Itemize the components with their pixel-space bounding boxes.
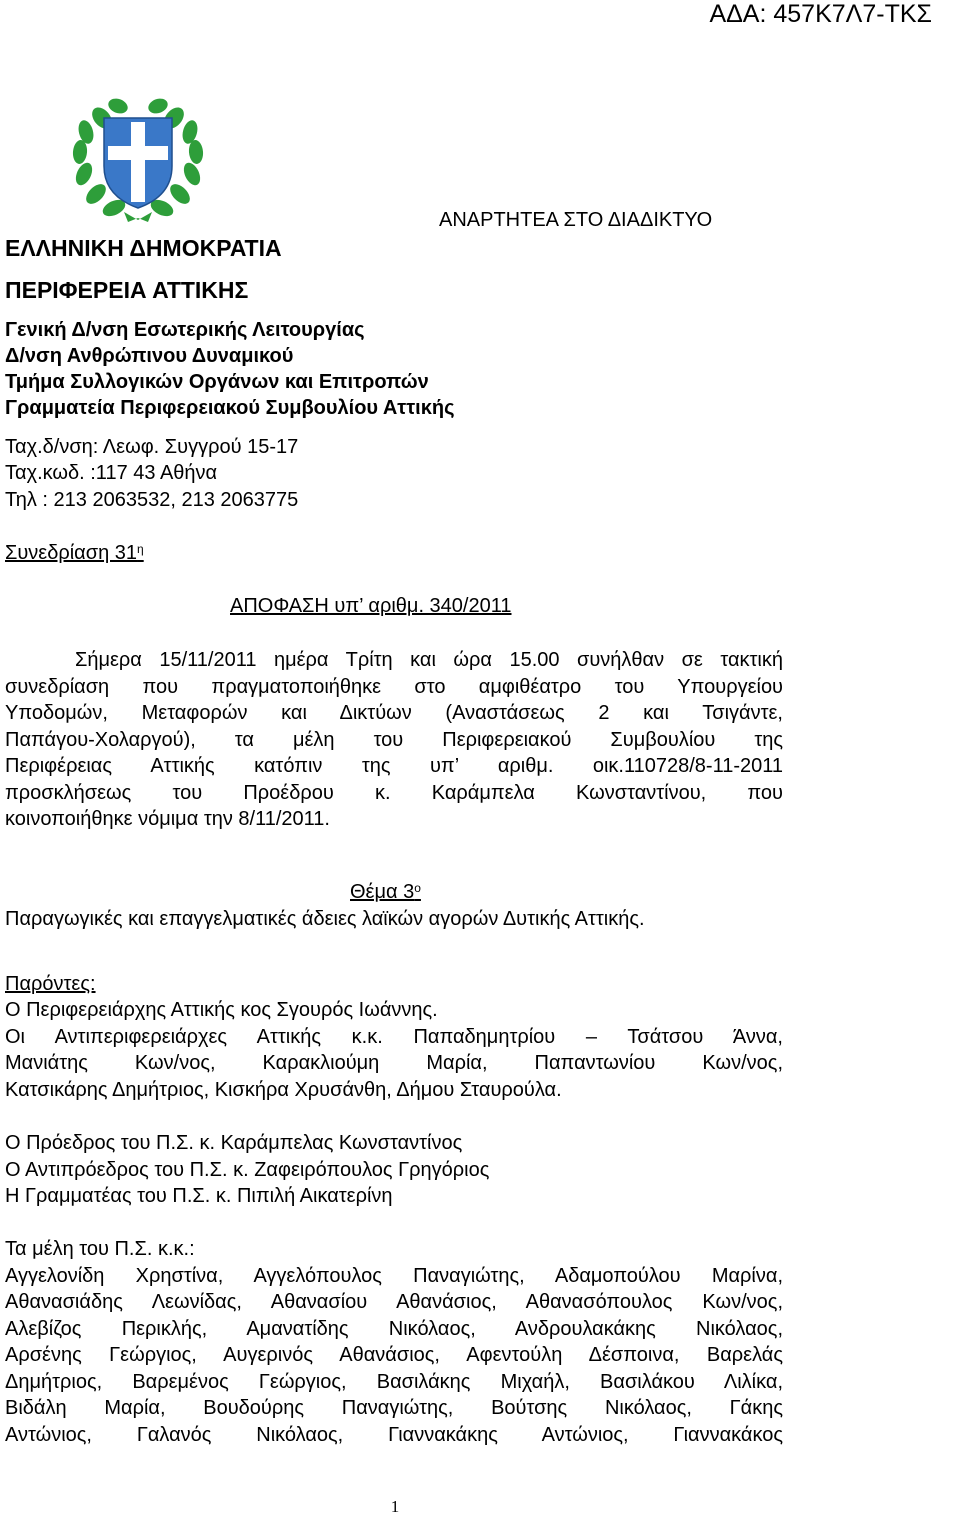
dept-hr-directorate: Δ/νση Ανθρώπινου Δυναμικού bbox=[5, 345, 294, 367]
intro-line: συνεδρίαση που πραγματοποιήθηκε στο αμφιθέατρο του Υπουργείου bbox=[5, 675, 783, 698]
intro-line: κοινοποιήθηκε νόμιμα την 8/11/2011. bbox=[5, 808, 330, 830]
ada-code: ΑΔΑ: 457Κ7Λ7-ΤΚΣ bbox=[709, 0, 932, 28]
deputy-line: Οι Αντιπεριφερειάρχες Αττικής κ.κ. Παπαδημητρίου – Τσάτσου Άννα, bbox=[5, 1025, 783, 1048]
intro-line: προσκλήσεως του Προέδρου κ. Καράμπελα Κωνσταντίνου, που bbox=[5, 781, 783, 804]
member-line: Αλεβίζος Περικλής, Αμανατίδης Νικόλαος, Ανδρουλακάκης Νικόλαος, bbox=[5, 1317, 783, 1340]
officers-list bbox=[5, 1130, 783, 1210]
officer-president: Ο Πρόεδρος του Π.Σ. κ. Καράμπελας Κωνσταντίνος bbox=[5, 1132, 463, 1154]
dept-collective-bodies: Τμήμα Συλλογικών Οργάνων και Επιτροπών bbox=[5, 371, 429, 393]
topic-number: Θέμα $3^o$ bbox=[350, 881, 421, 903]
dept-general-directorate: Γενική Δ/νση Εσωτερικής Λειτουργίας bbox=[5, 319, 365, 341]
present-list bbox=[5, 997, 783, 1103]
member-line: Αρσένης Γεώργιος, Αυγερινός Αθανάσιος, Αφεντούλη Δέσποινα, Βαρελάς bbox=[5, 1344, 783, 1366]
member-line: Αθανασιάδης Λεωνίδας, Αθανασίου Αθανάσιος, Αθανασόπουλος Κων/νος, bbox=[5, 1291, 783, 1313]
intro-line: Περιφέρειας Αττικής κατόπιν της υπ’ αριθμ. οικ.110728/8-11-2011 bbox=[5, 755, 783, 777]
present-label: Παρόντες: bbox=[5, 973, 96, 995]
intro-paragraph bbox=[5, 647, 783, 833]
session-number: Συνεδρίαση $31^\eta$ bbox=[5, 542, 144, 564]
members-list bbox=[5, 1236, 783, 1448]
page-number: 1 bbox=[390, 1497, 400, 1516]
member-line: Αντώνιος, Γαλανός Νικόλαος, Γιαννακάκης Αντώνιος, Γιαννακάκος bbox=[5, 1423, 783, 1446]
members-label: Τα μέλη του Π.Σ. κ.κ.: bbox=[5, 1238, 195, 1260]
deputy-line: Μανιάτης Κων/νος, Καρακλιούμη Μαρία, Παπαντωνίου Κων/νος, bbox=[5, 1052, 783, 1074]
member-line: Αγγελονίδη Χρηστίνα, Αγγελόπουλος Παναγιώτης, Αδαμοπούλου Μαρίνα, bbox=[5, 1264, 783, 1287]
dept-secretariat: Γραμματεία Περιφερειακού Συμβουλίου Αττικής bbox=[5, 397, 455, 419]
coat-of-arms-emblem bbox=[72, 96, 204, 224]
officer-secretary: Η Γραμματέας του Π.Σ. κ. Πιπιλή Αικατερίνη bbox=[5, 1185, 393, 1207]
phone-numbers: Τηλ : 213 2063532, 213 2063775 bbox=[5, 489, 299, 511]
intro-line: Υποδομών, Μεταφορών και Δικτύων (Αναστάσεως 2 και Τσιγάντε, bbox=[5, 702, 783, 724]
deputy-line: Κατσικάρης Δημήτριος, Κισκήρα Χρυσάνθη, Δήμου Σταυρούλα. bbox=[5, 1078, 562, 1101]
posting-note: ΑΝΑΡΤΗΤΕΑ ΣΤΟ ΔΙΑΔΙΚΤΥΟ bbox=[439, 209, 713, 231]
regional-governor: Ο Περιφερειάρχης Αττικής κος Σγουρός Ιωάννης. bbox=[5, 999, 438, 1021]
member-line: Δημήτριος, Βαρεμένος Γεώργιος, Βασιλάκης Μιχαήλ, Βασιλάκου Λιλίκα, bbox=[5, 1370, 783, 1393]
intro-line: Παπάγου-Χολαργού), τα μέλη του Περιφερειακού Συμβουλίου της bbox=[5, 728, 783, 751]
officer-vice-president: Ο Αντιπρόεδρος του Π.Σ. κ. Ζαφειρόπουλος Γρηγόριος bbox=[5, 1158, 490, 1181]
postal-address: Ταχ.δ/νση: Λεωφ. Συγγρού 15-17 bbox=[5, 436, 299, 458]
region-heading: ΠΕΡΙΦΕΡΕΙΑ ΑΤΤΙΚΗΣ bbox=[5, 277, 249, 303]
decision-number: ΑΠΟΦΑΣΗ υπ’ αριθμ. 340/2011 bbox=[230, 595, 512, 617]
member-line: Βιδάλη Μαρία, Βουδούρης Παναγιώτης, Βούτσης Νικόλαος, Γάκης bbox=[5, 1397, 783, 1419]
postal-code: Ταχ.κωδ. :117 43 Αθήνα bbox=[5, 462, 218, 484]
subject-line: Παραγωγικές και επαγγελματικές άδειες λαϊκών αγορών Δυτικής Αττικής. bbox=[5, 908, 645, 930]
intro-line: Σήμερα 15/11/2011 ημέρα Τρίτη και ώρα 15.00 συνήλθαν σε τακτική bbox=[75, 649, 783, 671]
republic-heading: ΕΛΛΗΝΙΚΗ ΔΗΜΟΚΡΑΤΙΑ bbox=[5, 235, 282, 261]
